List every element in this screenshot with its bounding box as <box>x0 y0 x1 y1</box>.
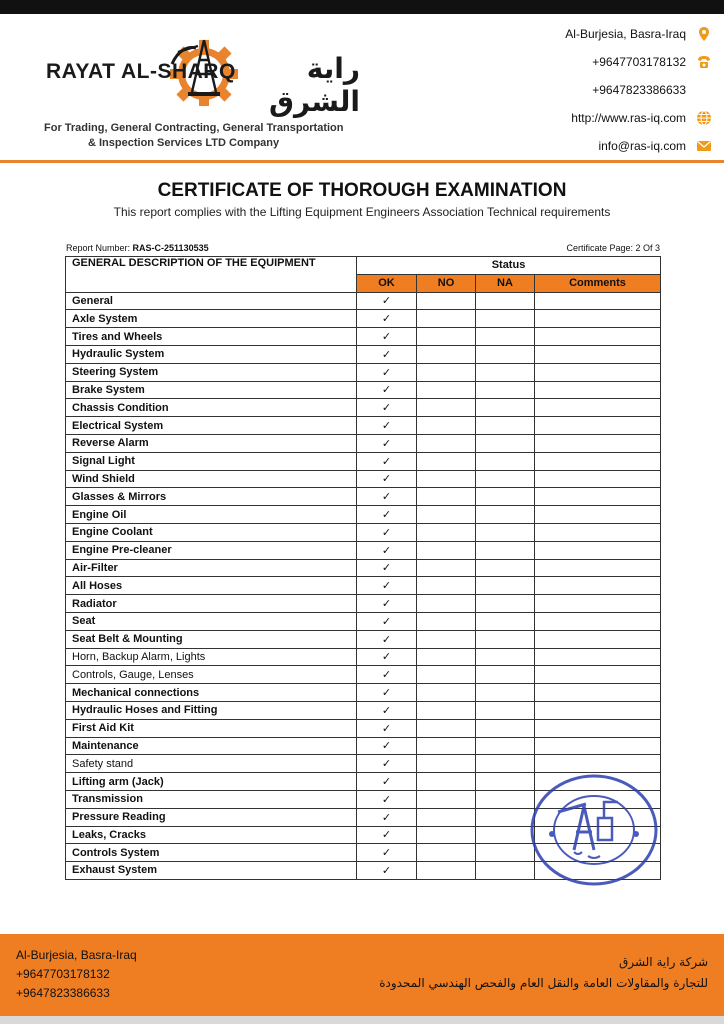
table-row <box>66 434 661 452</box>
table-row <box>66 737 661 755</box>
comments-cell <box>535 470 661 488</box>
table-row <box>66 719 661 737</box>
ok-check-icon: ✓ <box>357 666 417 684</box>
table-header-row <box>66 257 661 275</box>
table-row <box>66 292 661 310</box>
ok-check-icon: ✓ <box>357 773 417 791</box>
comments-cell <box>535 684 661 702</box>
ok-check-icon: ✓ <box>357 488 417 506</box>
contact-address <box>492 20 712 48</box>
comments-cell <box>535 488 661 506</box>
item-label: Transmission <box>66 790 357 808</box>
comments-cell <box>535 701 661 719</box>
no-cell <box>417 701 476 719</box>
no-cell <box>417 595 476 613</box>
company-tagline <box>44 121 344 151</box>
globe-icon <box>696 110 712 126</box>
no-cell <box>417 523 476 541</box>
na-cell <box>476 434 535 452</box>
ok-check-icon: ✓ <box>357 506 417 524</box>
top-bar <box>0 0 724 14</box>
phone-2-text: +9647823386633 <box>592 83 686 97</box>
na-cell <box>476 310 535 328</box>
ok-check-icon: ✓ <box>357 844 417 862</box>
comments-cell <box>535 577 661 595</box>
footer-phone-1: +9647703178132 <box>16 967 110 981</box>
comments-cell <box>535 434 661 452</box>
comments-cell <box>535 310 661 328</box>
item-label: Lifting arm (Jack) <box>66 773 357 791</box>
na-cell <box>476 737 535 755</box>
no-cell <box>417 328 476 346</box>
no-cell <box>417 666 476 684</box>
comments-cell <box>535 755 661 773</box>
footer-arabic-name <box>379 952 708 994</box>
na-cell <box>476 595 535 613</box>
ok-check-icon: ✓ <box>357 523 417 541</box>
no-cell <box>417 808 476 826</box>
ok-check-icon: ✓ <box>357 345 417 363</box>
phone-icon <box>696 54 712 70</box>
certificate-subtitle: This report complies with the Lifting Equipment Engineers Association Technical requirements <box>113 205 611 219</box>
column-comments: Comments <box>535 274 661 292</box>
contact-phone-1 <box>492 48 712 76</box>
comments-cell <box>535 506 661 524</box>
page-indicator: Certificate Page: 2 Of 3 <box>566 243 660 253</box>
comments-cell <box>535 417 661 435</box>
ok-check-icon: ✓ <box>357 737 417 755</box>
na-cell <box>476 506 535 524</box>
na-cell <box>476 328 535 346</box>
ok-check-icon: ✓ <box>357 862 417 880</box>
no-cell <box>417 452 476 470</box>
na-cell <box>476 470 535 488</box>
na-cell <box>476 488 535 506</box>
no-cell <box>417 399 476 417</box>
ok-check-icon: ✓ <box>357 434 417 452</box>
item-label: Controls, Gauge, Lenses <box>66 666 357 684</box>
column-na: NA <box>476 274 535 292</box>
contact-phone-2 <box>492 76 712 104</box>
no-cell <box>417 737 476 755</box>
table-row <box>66 595 661 613</box>
item-label: Engine Pre-cleaner <box>66 541 357 559</box>
ok-check-icon: ✓ <box>357 417 417 435</box>
website-link[interactable]: http://www.ras-iq.com <box>571 111 686 125</box>
item-label: Horn, Backup Alarm, Lights <box>66 648 357 666</box>
ok-check-icon: ✓ <box>357 310 417 328</box>
contact-info <box>492 20 712 160</box>
item-label: Wind Shield <box>66 470 357 488</box>
footer-arabic-line-2: للتجارة والمقاولات العامة والنقل العام والفحص الهندسي المحدودة <box>379 976 708 990</box>
ok-check-icon: ✓ <box>357 701 417 719</box>
tagline-line-2: & Inspection Services LTD Company <box>88 137 280 149</box>
no-cell <box>417 470 476 488</box>
footer-contacts <box>16 946 137 1003</box>
na-cell <box>476 559 535 577</box>
footer-address: Al-Burjesia, Basra-Iraq <box>16 948 137 962</box>
item-label: All Hoses <box>66 577 357 595</box>
na-cell <box>476 808 535 826</box>
no-cell <box>417 381 476 399</box>
na-cell <box>476 417 535 435</box>
table-row <box>66 452 661 470</box>
na-cell <box>476 666 535 684</box>
section-header: GENERAL DESCRIPTION OF THE EQUIPMENT <box>66 257 357 293</box>
table-row <box>66 612 661 630</box>
tagline-line-1: For Trading, General Contracting, General Transportation <box>44 122 344 134</box>
ok-check-icon: ✓ <box>357 577 417 595</box>
table-row <box>66 310 661 328</box>
table-row <box>66 755 661 773</box>
item-label: Brake System <box>66 381 357 399</box>
item-label: Axle System <box>66 310 357 328</box>
item-label: Hydraulic Hoses and Fitting <box>66 701 357 719</box>
ok-check-icon: ✓ <box>357 541 417 559</box>
comments-cell <box>535 737 661 755</box>
report-number: Report Number: RAS-C-251130535 <box>66 243 209 253</box>
no-cell <box>417 541 476 559</box>
item-label: Controls System <box>66 844 357 862</box>
no-cell <box>417 719 476 737</box>
na-cell <box>476 523 535 541</box>
ok-check-icon: ✓ <box>357 808 417 826</box>
na-cell <box>476 773 535 791</box>
na-cell <box>476 541 535 559</box>
table-row <box>66 648 661 666</box>
item-label: Engine Oil <box>66 506 357 524</box>
no-cell <box>417 773 476 791</box>
no-cell <box>417 577 476 595</box>
na-cell <box>476 719 535 737</box>
item-label: General <box>66 292 357 310</box>
ok-check-icon: ✓ <box>357 595 417 613</box>
comments-cell <box>535 363 661 381</box>
comments-cell <box>535 452 661 470</box>
item-label: Hydraulic System <box>66 345 357 363</box>
ok-check-icon: ✓ <box>357 328 417 346</box>
company-name-arabic: راية الشرق <box>268 52 360 118</box>
table-row <box>66 630 661 648</box>
na-cell <box>476 345 535 363</box>
ok-check-icon: ✓ <box>357 363 417 381</box>
no-cell <box>417 826 476 844</box>
comments-cell <box>535 345 661 363</box>
item-label: Safety stand <box>66 755 357 773</box>
table-row <box>66 488 661 506</box>
na-cell <box>476 701 535 719</box>
item-label: Mechanical connections <box>66 684 357 702</box>
na-cell <box>476 844 535 862</box>
na-cell <box>476 826 535 844</box>
table-row <box>66 666 661 684</box>
na-cell <box>476 292 535 310</box>
ok-check-icon: ✓ <box>357 292 417 310</box>
header-divider <box>0 160 724 163</box>
no-cell <box>417 612 476 630</box>
na-cell <box>476 381 535 399</box>
na-cell <box>476 577 535 595</box>
na-cell <box>476 612 535 630</box>
no-cell <box>417 630 476 648</box>
ok-check-icon: ✓ <box>357 684 417 702</box>
item-label: Pressure Reading <box>66 808 357 826</box>
table-row <box>66 701 661 719</box>
table-row <box>66 417 661 435</box>
column-no: NO <box>417 274 476 292</box>
no-cell <box>417 790 476 808</box>
ok-check-icon: ✓ <box>357 755 417 773</box>
item-label: Tires and Wheels <box>66 328 357 346</box>
comments-cell <box>535 523 661 541</box>
na-cell <box>476 684 535 702</box>
table-row <box>66 541 661 559</box>
item-label: Reverse Alarm <box>66 434 357 452</box>
no-cell <box>417 292 476 310</box>
email-icon <box>696 138 712 154</box>
footer-bottom-bar <box>0 1016 724 1024</box>
ok-check-icon: ✓ <box>357 630 417 648</box>
comments-cell <box>535 719 661 737</box>
comments-cell <box>535 381 661 399</box>
item-label: Leaks, Cracks <box>66 826 357 844</box>
table-row <box>66 506 661 524</box>
address-text: Al-Burjesia, Basra-Iraq <box>565 27 686 41</box>
ok-check-icon: ✓ <box>357 470 417 488</box>
ok-check-icon: ✓ <box>357 399 417 417</box>
ok-check-icon: ✓ <box>357 612 417 630</box>
comments-cell <box>535 328 661 346</box>
no-cell <box>417 755 476 773</box>
ok-check-icon: ✓ <box>357 648 417 666</box>
table-row <box>66 363 661 381</box>
na-cell <box>476 452 535 470</box>
comments-cell <box>535 559 661 577</box>
column-ok: OK <box>357 274 417 292</box>
table-row <box>66 577 661 595</box>
item-label: Air-Filter <box>66 559 357 577</box>
item-label: Glasses & Mirrors <box>66 488 357 506</box>
footer-arabic-line-1: شركة راية الشرق <box>619 955 708 969</box>
no-cell <box>417 559 476 577</box>
comments-cell <box>535 612 661 630</box>
no-cell <box>417 434 476 452</box>
na-cell <box>476 399 535 417</box>
table-row <box>66 523 661 541</box>
no-cell <box>417 862 476 880</box>
item-label: Radiator <box>66 595 357 613</box>
contact-website[interactable] <box>492 104 712 132</box>
table-row <box>66 399 661 417</box>
table-row <box>66 559 661 577</box>
comments-cell <box>535 541 661 559</box>
item-label: Chassis Condition <box>66 399 357 417</box>
certificate-title: CERTIFICATE OF THOROUGH EXAMINATION <box>157 180 567 201</box>
location-icon <box>696 26 712 42</box>
no-cell <box>417 684 476 702</box>
comments-cell <box>535 292 661 310</box>
table-row <box>66 470 661 488</box>
table-row <box>66 381 661 399</box>
status-header: Status <box>357 257 661 275</box>
phone-1-text: +9647703178132 <box>592 55 686 69</box>
table-row <box>66 345 661 363</box>
no-cell <box>417 488 476 506</box>
no-cell <box>417 417 476 435</box>
comments-cell <box>535 666 661 684</box>
no-cell <box>417 363 476 381</box>
no-cell <box>417 506 476 524</box>
footer <box>0 934 724 1024</box>
no-cell <box>417 844 476 862</box>
ok-check-icon: ✓ <box>357 381 417 399</box>
item-label: Maintenance <box>66 737 357 755</box>
na-cell <box>476 790 535 808</box>
company-stamp <box>528 772 660 888</box>
no-cell <box>417 345 476 363</box>
email-link[interactable]: info@ras-iq.com <box>598 139 686 153</box>
no-cell <box>417 310 476 328</box>
ok-check-icon: ✓ <box>357 826 417 844</box>
item-label: Signal Light <box>66 452 357 470</box>
item-label: Seat <box>66 612 357 630</box>
table-row <box>66 328 661 346</box>
table-row <box>66 684 661 702</box>
na-cell <box>476 630 535 648</box>
comments-cell <box>535 399 661 417</box>
na-cell <box>476 755 535 773</box>
na-cell <box>476 648 535 666</box>
na-cell <box>476 363 535 381</box>
no-cell <box>417 648 476 666</box>
na-cell <box>476 862 535 880</box>
comments-cell <box>535 630 661 648</box>
contact-email[interactable] <box>492 132 712 160</box>
company-logo <box>40 30 360 118</box>
item-label: Engine Coolant <box>66 523 357 541</box>
ok-check-icon: ✓ <box>357 719 417 737</box>
item-label: Exhaust System <box>66 862 357 880</box>
ok-check-icon: ✓ <box>357 559 417 577</box>
item-label: First Aid Kit <box>66 719 357 737</box>
item-label: Electrical System <box>66 417 357 435</box>
ok-check-icon: ✓ <box>357 452 417 470</box>
item-label: Steering System <box>66 363 357 381</box>
comments-cell <box>535 648 661 666</box>
company-name: RAYAT AL-SHARQ <box>46 60 236 83</box>
item-label: Seat Belt & Mounting <box>66 630 357 648</box>
ok-check-icon: ✓ <box>357 790 417 808</box>
footer-phone-2: +9647823386633 <box>16 986 110 1000</box>
comments-cell <box>535 595 661 613</box>
